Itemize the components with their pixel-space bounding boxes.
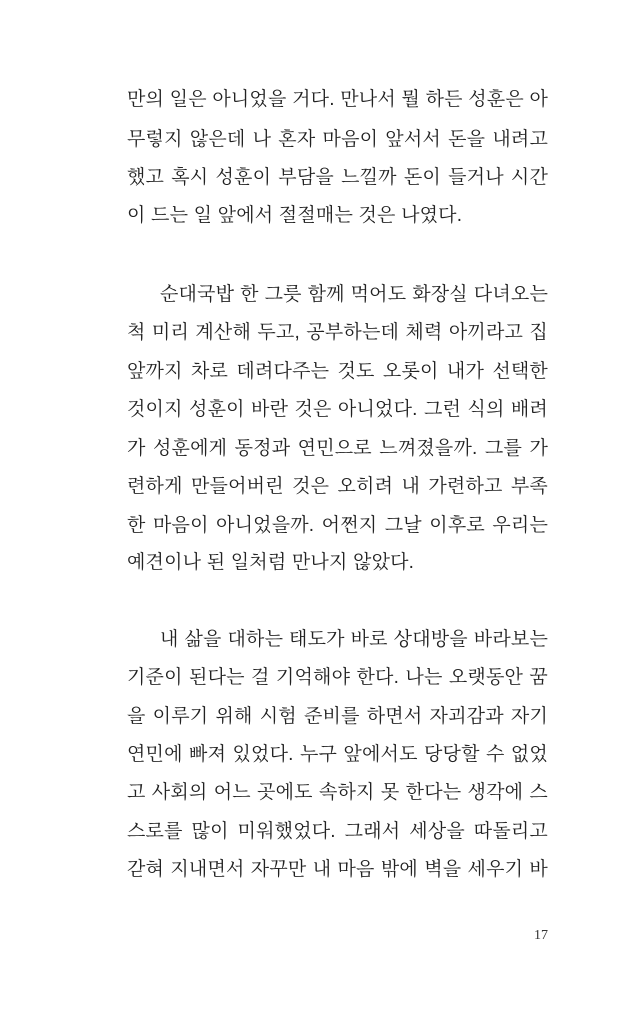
text-line: 고 사회의 어느 곳에도 속하지 못 한다는 생각에 스 [127,782,548,803]
page-number: 17 [534,928,548,943]
text-line: 무렇지 않은데 나 혼자 마음이 앞서서 돈을 내려고 [127,129,548,150]
text-line: 갇혀 지내면서 자꾸만 내 마음 밖에 벽을 세우기 바 [127,859,548,880]
text-line: 했고 혹시 성훈이 부담을 느낄까 돈이 들거나 시간 [127,167,548,188]
text-line: 순대국밥 한 그릇 함께 먹어도 화장실 다녀오는 [160,284,548,305]
text-line: 이 드는 일 앞에서 절절매는 것은 나였다. [127,205,463,226]
text-line: 스로를 많이 미워했었다. 그래서 세상을 따돌리고 [127,821,548,842]
text-line: 것이지 성훈이 바란 것은 아니었다. 그런 식의 배려 [127,399,548,420]
text-line: 한 마음이 아니었을까. 어쩐지 그날 이후로 우리는 [127,515,548,536]
text-line: 내 삶을 대하는 태도가 바로 상대방을 바라보는 [160,629,548,650]
text-line: 앞까지 차로 데려다주는 것도 오롯이 내가 선택한 [127,361,548,382]
text-line: 연민에 빠져 있었다. 누구 앞에서도 당당할 수 없었 [127,744,548,765]
text-line: 만의 일은 아니었을 거다. 만나서 뭘 하든 성훈은 아 [127,89,548,110]
text-line: 련하게 만들어버린 것은 오히려 내 가련하고 부족 [127,476,548,497]
text-line: 을 이루기 위해 시험 준비를 하면서 자괴감과 자기 [127,706,548,727]
text-line: 가 성훈에게 동정과 연민으로 느껴졌을까. 그를 가 [127,438,548,459]
text-line: 기준이 된다는 걸 기억해야 한다. 나는 오랫동안 꿈 [127,667,548,688]
text-line: 척 미리 계산해 두고, 공부하는데 체력 아끼라고 집 [127,322,548,343]
text-line: 예견이나 된 일처럼 만나지 않았다. [127,552,415,573]
